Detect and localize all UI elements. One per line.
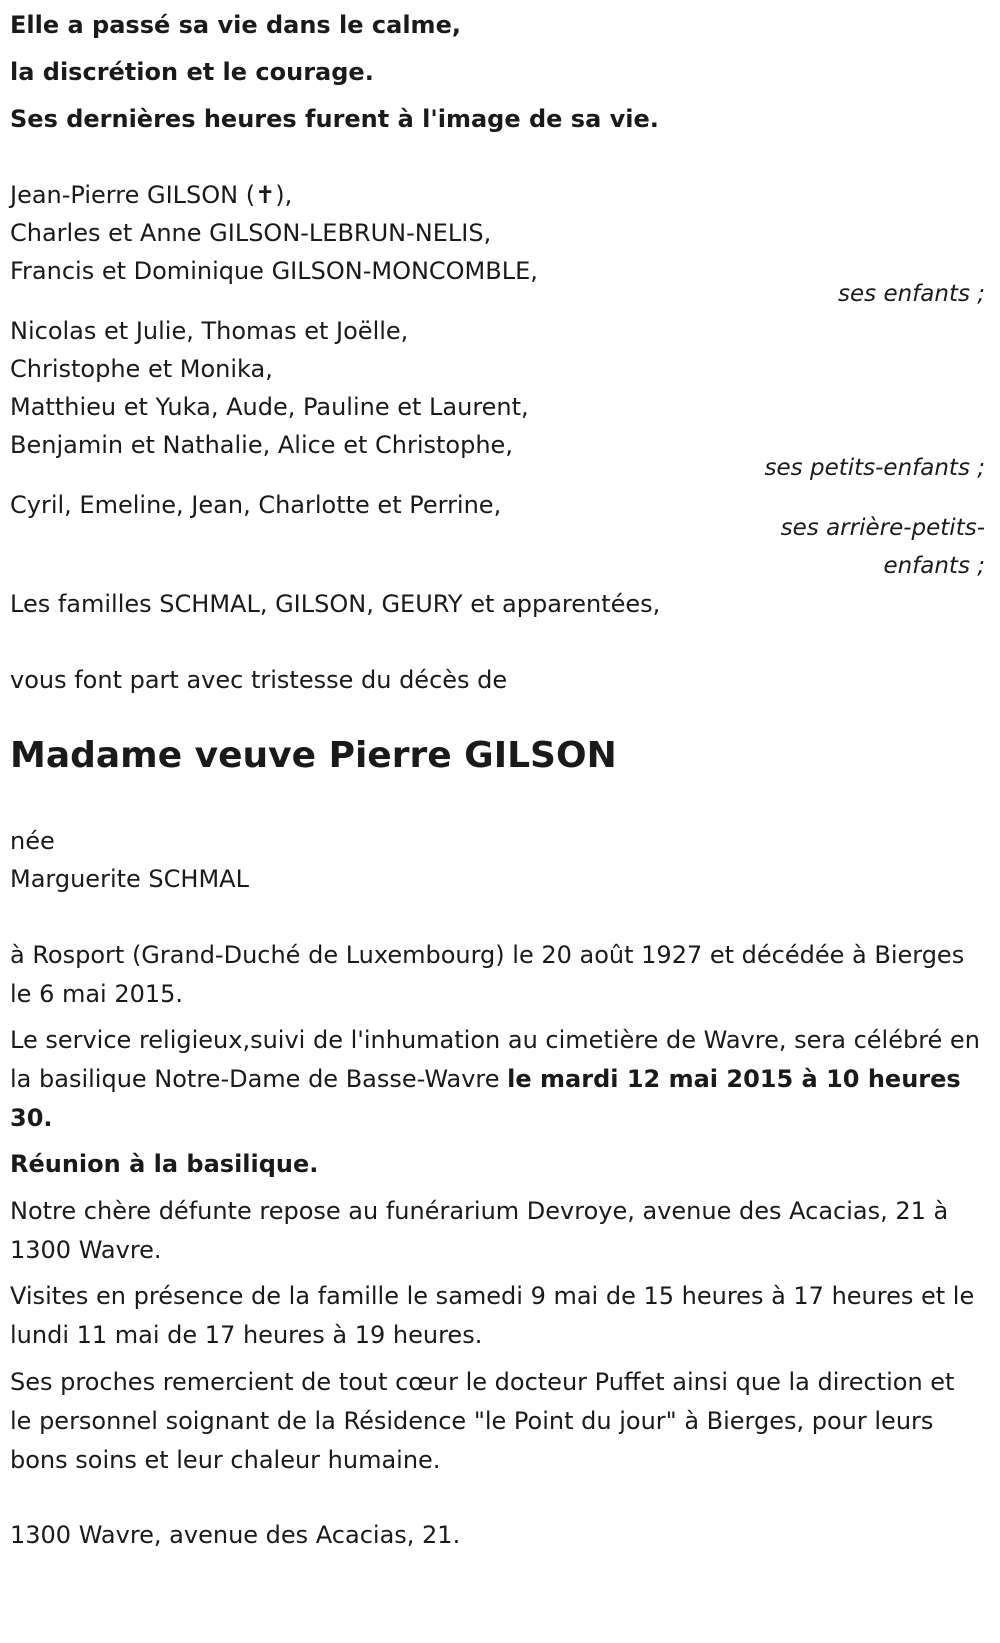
repose-paragraph: Notre chère défunte repose au funérarium Devroye, avenue des Acacias, 21 à 1300 Wavre.: [10, 1197, 949, 1264]
family-member-line: Christophe et Monika,: [10, 355, 273, 383]
thanks-paragraph: Ses proches remercient de tout cœur le docteur Puffet ainsi que la direction et le personnel soignant de la Résidence "le Point du jour" à Bierges, pour leurs bons soins et leur chaleur humaine.: [10, 1368, 955, 1474]
family-member-line: Benjamin et Nathalie, Alice et Christophe,: [10, 431, 513, 459]
family-member-line: Matthieu et Yuka, Aude, Pauline et Laurent,: [10, 393, 529, 421]
visits-paragraph: Visites en présence de la famille le samedi 9 mai de 15 heures à 17 heures et le lundi 11 mai de 17 heures à 19 heures.: [10, 1282, 975, 1349]
family-member-line: Francis et Dominique GILSON-MONCOMBLE,: [10, 257, 538, 285]
service-date: le mardi 12 mai 2015 à 10 heures 30.: [10, 1065, 961, 1132]
deceased-name: Madame veuve Pierre GILSON: [10, 735, 617, 776]
relation-grandchildren: ses petits-enfants ;: [764, 455, 985, 481]
maiden-name: Marguerite SCHMAL: [10, 865, 249, 893]
nee-label: née: [10, 827, 55, 855]
service-paragraph: [10, 1021, 980, 1138]
service-text: Le service religieux,suivi de l'inhumation au cimetière de Wavre, sera célébré en la basilique Notre-Dame de Basse-Wavre: [10, 1026, 980, 1093]
relation-great-grandchildren: ses arrière-petits-: [780, 515, 985, 541]
relation-great-grandchildren: enfants ;: [883, 553, 985, 579]
relation-children: ses enfants ;: [838, 281, 985, 307]
meeting-line: Réunion à la basilique.: [10, 1150, 319, 1178]
family-member-line: Jean-Pierre GILSON (✝),: [10, 181, 293, 209]
birth-death-paragraph: à Rosport (Grand-Duché de Luxembourg) le 20 août 1927 et décédée à Bierges le 6 mai 2015.: [10, 941, 965, 1008]
address-line: 1300 Wavre, avenue des Acacias, 21.: [10, 1521, 461, 1549]
epigraph-line: Elle a passé sa vie dans le calme,: [10, 11, 461, 39]
family-member-line: Charles et Anne GILSON-LEBRUN-NELIS,: [10, 219, 492, 247]
family-member-line: Nicolas et Julie, Thomas et Joëlle,: [10, 317, 409, 345]
epigraph-line: Ses dernières heures furent à l'image de sa vie.: [10, 105, 659, 133]
announcement: vous font part avec tristesse du décès de: [10, 666, 508, 694]
family-member-line: Cyril, Emeline, Jean, Charlotte et Perrine,: [10, 491, 502, 519]
families-line: Les familles SCHMAL, GILSON, GEURY et apparentées,: [10, 590, 661, 618]
epigraph-line: la discrétion et le courage.: [10, 58, 374, 86]
